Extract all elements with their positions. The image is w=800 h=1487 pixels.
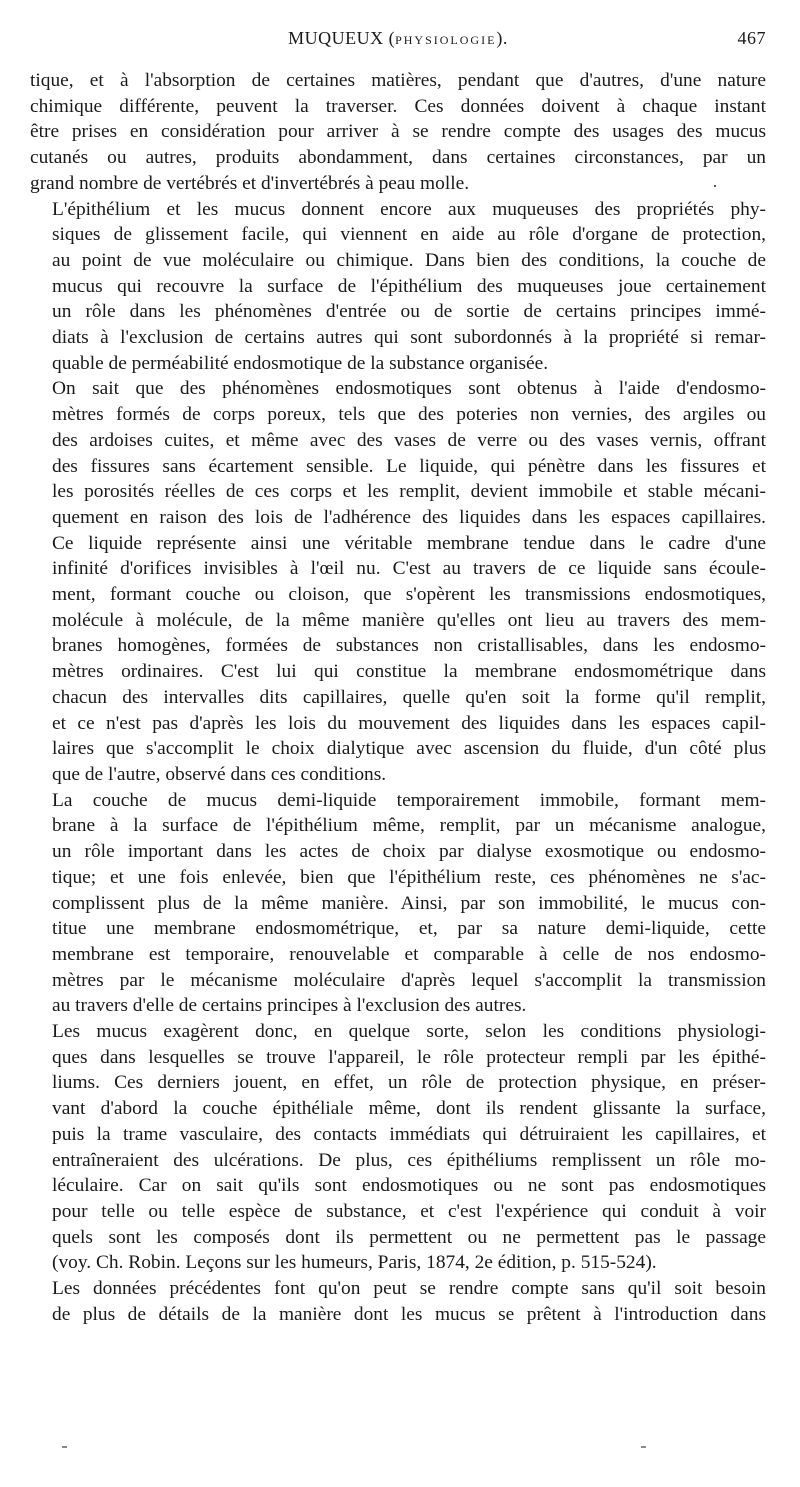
text-line: molécule à molécule, de la même manière qu'elles ont lieu au travers des mem- (52, 609, 766, 631)
text-line: ques dans lesquelles se trouve l'appareil, le rôle protecteur rempli par les épithé- (52, 1046, 766, 1068)
text-line: mètres formés de corps poreux, tels que des poteries non vernies, des argiles ou (52, 404, 766, 426)
text-line: vant d'abord la couche épithéliale même, dont ils rendent glissante la surface, (52, 1098, 766, 1120)
text-line: grand nombre de vertébrés et d'invertébrés à peau molle. (30, 172, 470, 194)
text-line: On sait que des phénomènes endosmotiques sont obtenus à l'aide d'endosmo- (52, 378, 766, 400)
paragraph (30, 1019, 766, 1276)
running-title-section: PHYSIOLOGIE (395, 33, 497, 47)
text-line: complissent plus de la même manière. Ainsi, par son immobilité, le mucus con- (52, 892, 766, 914)
stray-dot-mark (714, 185, 716, 187)
page-header (30, 28, 766, 56)
text-line: des fissures sans écartement sensible. Le liquide, qui pénètre dans les fissures et (52, 455, 766, 477)
text-line: un rôle important dans les actes de choix par dialyse exosmotique ou endosmo- (52, 841, 766, 863)
text-line: mucus qui recouvre la surface de l'épithélium des muqueuses joue certainement (52, 275, 766, 297)
text-line: quels sont les composés dont ils permettent ou ne permettent pas le passage (52, 1226, 766, 1248)
text-line: tique, et à l'absorption de certaines matières, pendant que d'autres, d'une nature (30, 70, 766, 91)
paragraph (30, 1276, 766, 1327)
paragraph (30, 788, 766, 1019)
scan-mark-left (62, 1446, 67, 1448)
text-line: au point de vue moléculaire ou chimique. Dans bien des conditions, la couche de (52, 249, 766, 271)
text-line: cutanés ou autres, produits abondamment, dans certaines circonstances, par un (30, 147, 766, 169)
text-line: puis la trame vasculaire, des contacts immédiats qui détruiraient les capillaires, et (52, 1123, 766, 1145)
paragraph (30, 68, 766, 197)
text-line: des ardoises cuites, et même avec des vases de verre ou des vases vernis, offrant (52, 429, 766, 451)
bottom-scan-marks (0, 1446, 800, 1450)
text-line: La couche de mucus demi-liquide temporairement immobile, formant mem- (52, 789, 766, 811)
document-page (30, 28, 766, 1327)
text-line: quement en raison des lois de l'adhérence des liquides dans les espaces capillaires. (52, 506, 766, 528)
paragraph (30, 197, 766, 377)
text-line: brane à la surface de l'épithélium même, remplit, par un mécanisme analogue, (52, 815, 766, 837)
text-line: mètres par le mécanisme moléculaire d'après lequel s'accomplit la transmission (52, 969, 766, 991)
text-line: et ce n'est pas d'après les lois du mouvement des liquides dans les espaces capil- (52, 712, 766, 734)
text-line: ment, formant couche ou cloison, que s'opèrent les transmissions endosmotiques, (52, 584, 766, 606)
text-line: liums. Ces derniers jouent, en effet, un rôle de protection physique, en préser- (52, 1072, 766, 1094)
text-line: pour telle ou telle espèce de substance, et c'est l'expérience qui conduit à voir (52, 1200, 766, 1222)
text-line: léculaire. Car on sait qu'ils sont endosmotiques ou ne sont pas endosmotiques (52, 1175, 766, 1197)
paragraph (30, 376, 766, 787)
text-line: de plus de détails de la manière dont les mucus se prêtent à l'introduction dans (52, 1303, 766, 1325)
scan-mark-right (641, 1446, 646, 1448)
text-line: quable de perméabilité endosmotique de la substance organisée. (52, 352, 549, 374)
text-line: infinité d'orifices invisibles à l'œil nu. C'est au travers de ce liquide sans écoule- (52, 558, 766, 580)
text-line: un rôle dans les phénomènes d'entrée ou de sortie de certains principes immé- (52, 301, 766, 323)
text-line: chimique différente, peuvent la traverser. Ces données doivent à chaque instant (30, 95, 766, 117)
text-line: les porosités réelles de ces corps et les remplit, devient immobile et stable mécani- (52, 481, 766, 503)
text-line: siques de glissement facile, qui viennent en aide au rôle d'organe de protection, (52, 224, 766, 246)
text-line: mètres ordinaires. C'est lui qui constitue la membrane endosmométrique dans (52, 661, 766, 683)
text-line: tique; et une fois enlevée, bien que l'épithélium reste, ces phénomènes ne s'ac- (52, 866, 766, 888)
text-line: Ce liquide représente ainsi une véritable membrane tendue dans le cadre d'une (52, 532, 766, 554)
text-line: entraîneraient des ulcérations. De plus, ces épithéliums remplissent un rôle mo- (52, 1149, 766, 1171)
running-title: MUQUEUX (PHYSIOLOGIE). (288, 28, 508, 48)
body-text (30, 68, 766, 1327)
text-line: Les données précédentes font qu'on peut se rendre compte sans qu'il soit besoin (52, 1278, 766, 1300)
text-line: chacun des intervalles dits capillaires, quelle qu'en soit la forme qu'il remplit, (52, 686, 766, 708)
page-number: 467 (737, 28, 766, 48)
text-line: L'épithélium et les mucus donnent encore aux muqueuses des propriétés phy- (52, 198, 766, 220)
text-line: membrane est temporaire, renouvelable et comparable à celle de nos endosmo- (52, 943, 766, 965)
text-line: (voy. Ch. Robin. Leçons sur les humeurs, Paris, 1874, 2e édition, p. 515-524). (52, 1252, 657, 1274)
text-line: titue une membrane endosmométrique, et, par sa nature demi-liquide, cette (52, 918, 766, 940)
text-line: branes homogènes, formées de substances non cristallisables, dans les endosmo- (52, 635, 766, 657)
running-title-main: MUQUEUX (288, 28, 384, 48)
text-line: au travers d'elle de certains principes à l'exclusion des autres. (52, 995, 527, 1017)
text-line: diats à l'exclusion de certains autres qui sont subordonnés à la propriété si remar- (52, 327, 766, 349)
text-line: que de l'autre, observé dans ces conditions. (52, 763, 387, 785)
text-line: laires que s'accomplit le choix dialytique avec ascension du fluide, d'un côté plus (52, 738, 766, 760)
text-line: être prises en considération pour arriver à se rendre compte des usages des mucus (30, 121, 766, 143)
text-line: Les mucus exagèrent donc, en quelque sorte, selon les conditions physiologi- (52, 1021, 766, 1043)
